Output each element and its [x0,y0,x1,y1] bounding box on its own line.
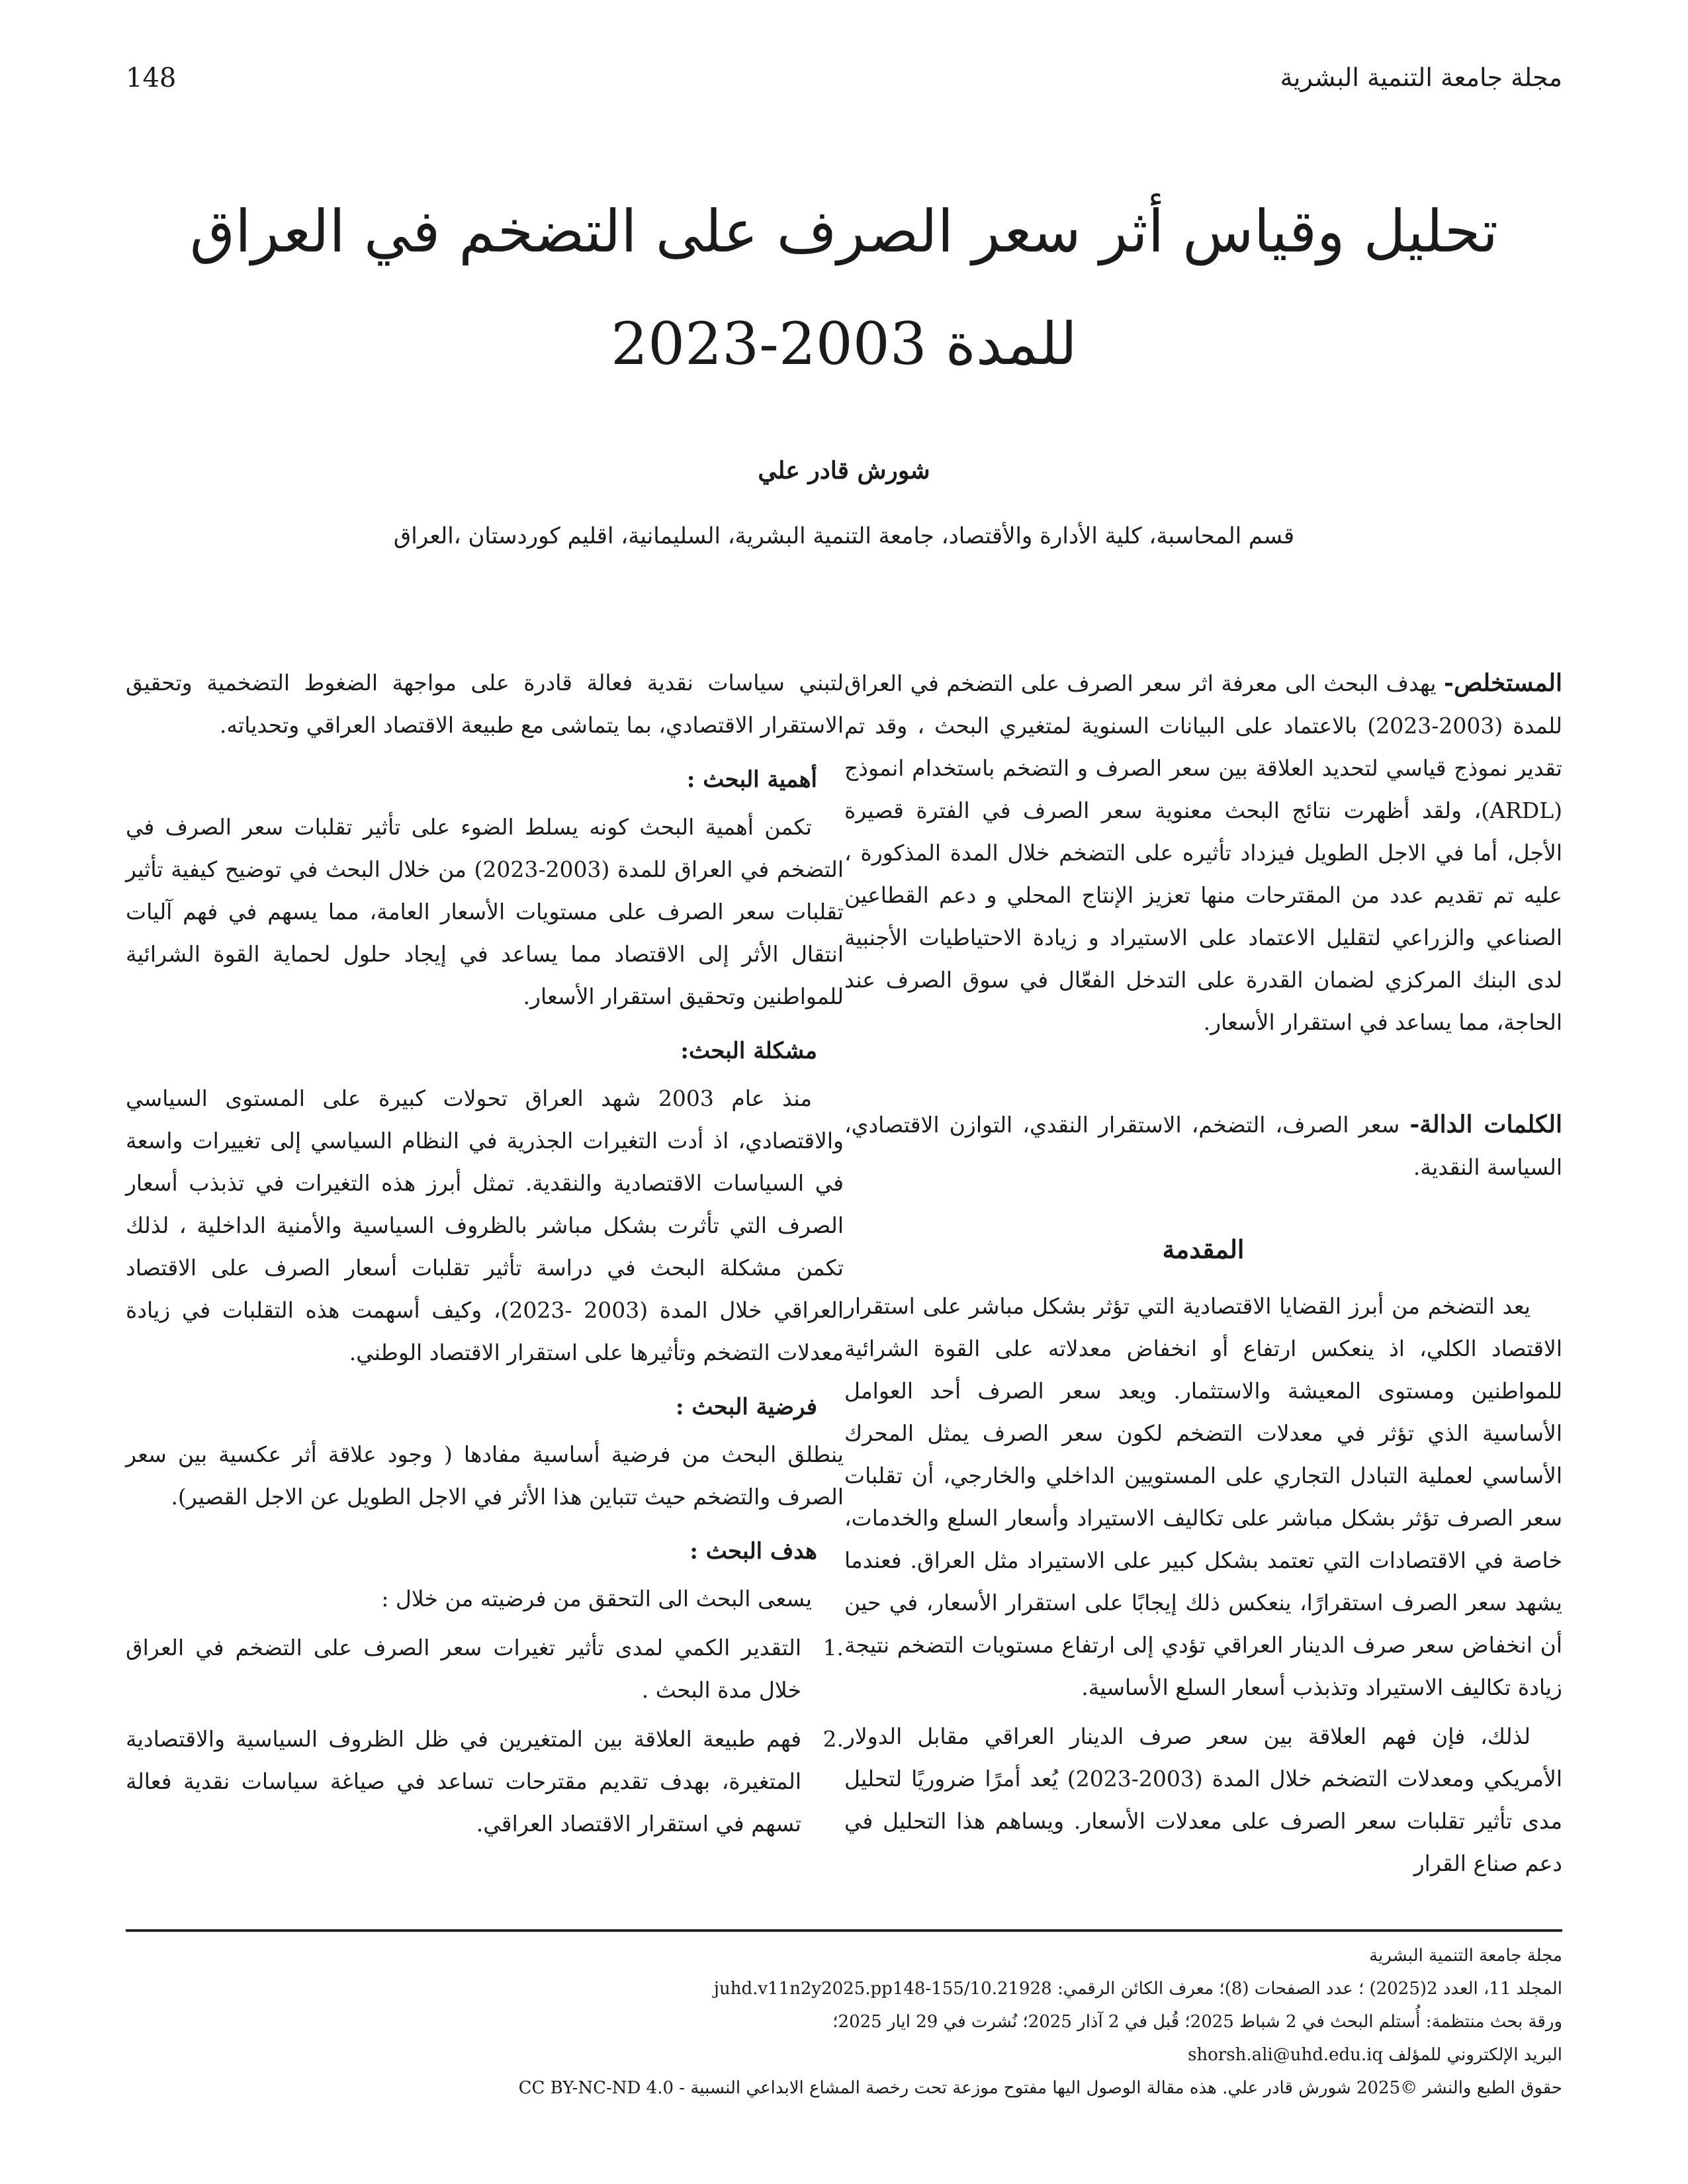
left-column [126,662,844,1852]
running-header [126,63,1562,103]
paper-title [126,175,1562,400]
footer-email: البريد الإلكتروني للمؤلف shorsh.ali@uhd.edu.iq [1188,2045,1562,2065]
continuation-paragraph: لتبني سياسات نقدية فعالة قادرة على مواجهة الضغوط التضخمية وتحقيق الاستقرار الاقتصادي، بما يتماشى مع طبيعة الاقتصاد العراقي وتحدياته. [126,670,844,738]
footer-copyright: حقوق الطبع والنشر ©2025 شورش قادر علي. هذه مقالة الوصول اليها مفتوح موزعة تحت رخصة المشاع الابداعي النسبية - CC BY-NC-ND 4.0 [518,2078,1562,2098]
title-line-2: للمدة 2003-2023 [611,310,1077,378]
introduction-paragraph-2: لذلك، فإن فهم العلاقة بين سعر صرف الدينار العراقي مقابل الدولار الأمريكي ومعدلات التضخم خلال المدة (2003-2023) يُعد أمرًا ضروريًا لتحليل مدى تأثير تقلبات سعر الصرف على معدلات الأسعار. ويساهم هذا التحليل في دعم صناع القرار [844,1723,1562,1876]
right-column [844,662,1562,1891]
footer-volume-doi: المجلد 11، العدد 2(2025) ؛ عدد الصفحات (8)؛ معرف الكائن الرقمي: 10.21928/juhd.v11n2y2025.pp148-155 [713,1979,1562,1999]
list-item [126,1718,844,1845]
list-item-text: التقدير الكمي لمدى تأثير تغيرات سعر الصرف على التضخم في العراق خلال مدة البحث . [126,1635,801,1703]
importance-title: أهمية البحث : [686,766,817,793]
author-affiliation: قسم المحاسبة، كلية الأدارة والأقتصاد، جامعة التنمية البشرية، السليمانية، اقليم كوردستان ،العراق [393,523,1295,549]
objective-title: هدف البحث : [689,1538,817,1565]
spacer [844,1050,1562,1103]
keywords-text: سعر الصرف، التضخم، الاستقرار النقدي، التوازن الاقتصادي، السياسة النقدية. [844,1112,1562,1180]
list-item-number: 2. [822,1726,844,1752]
problem-title: مشكلة البحث: [680,1038,817,1064]
introduction-paragraph-1: يعد التضخم من أبرز القضايا الاقتصادية التي تؤثر بشكل مباشر على استقرار الاقتصاد الكلي، اذ ينعكس ارتفاع أو انخفاض معدلاته على القوة الشرائية للمواطنين ومستوى المعيشة والاستثمار. ويعد سعر الصرف أحد العوامل الأساسية الذي تؤثر في معدلات التضخم لكون سعر الصرف يمثل المحرك الأساسي لعملية التبادل التجاري على المستويين الداخلي والخارجي، أن تقلبات سعر الصرف تؤثر بشكل مباشر على تكاليف الاستيراد وأسعار السلع والخدمات، خاصة في الاقتصادات التي تعتمد بشكل كبير على الاستيراد مثل العراق. فعندما يشهد سعر الصرف استقرارًا، ينعكس ذلك إيجابًا على استقرار الأسعار، في حين أن انخفاض سعر صرف الدينار العراقي تؤدي إلى ارتفاع مستويات التضخم نتيجة زيادة تكاليف الاستيراد وتذبذب أسعار السلع الأساسية. [844,1293,1562,1700]
list-item-text: فهم طبيعة العلاقة بين المتغيرين في ظل الظروف السياسية والاقتصادية المتغيرة، بهدف تقديم مقترحات تساعد في صياغة سياسات نقدية فعالة تسهم في استقرار الاقتصاد العراقي. [126,1726,801,1837]
footer-journal: مجلة جامعة التنمية البشرية [1369,1946,1562,1966]
hypothesis-text: ينطلق البحث من فرضية أساسية مفادها ( وجود علاقة أثر عكسية بين سعر الصرف والتضخم حيث تتباين هذا الأثر في الاجل الطويل عن الاجل القصير). [126,1441,844,1510]
list-item [126,1627,844,1711]
problem-text: منذ عام 2003 شهد العراق تحولات كبيرة على المستوى السياسي والاقتصادي، اذ أدت التغيرات الجذرية في النظام السياسي إلى تغييرات واسعة في السياسات الاقتصادية والنقدية. تمثل أبرز هذه التغيرات في تذبذب أسعار الصرف التي تأثرت بشكل مباشر بالظروف السياسية والأمنية الداخلية ، لذلك تكمن مشكلة البحث في دراسة تأثير تقلبات أسعار الصرف على الاقتصاد العراقي خلال المدة (2003 -2023)، وكيف أسهمت هذه التقلبات في زيادة معدلات التضخم وتأثيرها على استقرار الاقتصاد الوطني. [126,1085,844,1365]
objective-intro: يسعى البحث الى التحقق من فرضيته من خلال : [381,1586,812,1612]
abstract-text: يهدف البحث الى معرفة اثر سعر الصرف على التضخم في العراق للمدة (2003-2023) بالاعتماد على البيانات السنوية لمتغيري البحث ، وقد تم تقدير نموذج قياسي لتحديد العلاقة بين سعر الصرف و التضخم باستخدام انموذج (ARDL)، ولقد أظهرت نتائج البحث معنوية سعر الصرف في الفترة قصيرة الأجل، أما في الاجل الطويل فيزداد تأثيره على التضخم خلال المدة المذكورة ، عليه تم تقديم عدد من المقترحات منها تعزيز الإنتاج المحلي و دعم القطاعين الصناعي والزراعي لتقليل الاعتماد على الاستيراد و زيادة الاحتياطيات الأجنبية لدى البنك المركزي لضمان القدرة على التدخل الفعّال في سوق الصرف عند الحاجة، مما يساعد في استقرار الأسعار. [844,670,1562,1035]
title-line-1: تحليل وقياس أثر سعر الصرف على التضخم في العراق [189,197,1499,265]
introduction-title: المقدمة [1162,1234,1245,1264]
objectives-list [126,1627,844,1845]
footer-dates: ورقة بحث منتظمة: أُستلم البحث في 2 شباط 2025؛ قُبل في 2 آذار 2025؛ نُشرت في 29 ايار 2025؛ [832,2012,1562,2032]
importance-text: تكمن أهمية البحث كونه يسلط الضوء على تأثير تقلبات سعر الصرف في التضخم في العراق للمدة (2003-2023) من خلال البحث في توضيح كيفية تأثير تقلبات سعر الصرف على مستويات الأسعار العامة، مما يسهم في فهم آليات انتقال الأثر إلى الاقتصاد مما يساعد في إيجاد حلول لحماية القوة الشرائية للمواطنين وتحقيق استقرار الأسعار. [126,814,844,1009]
author-name: شورش قادر علي [758,457,930,484]
hypothesis-title: فرضية البحث : [676,1394,817,1420]
page-number: 148 [126,63,177,93]
keywords-label: الكلمات الدالة- [1409,1111,1562,1138]
list-item-number: 1. [822,1635,844,1661]
footer [126,1939,1562,2105]
abstract-label: المستخلص- [1444,669,1562,697]
footer-divider [126,1929,1562,1932]
journal-name-header: مجلة جامعة التنمية البشرية [1280,63,1562,92]
keywords [844,1103,1562,1189]
abstract [844,662,1562,1044]
